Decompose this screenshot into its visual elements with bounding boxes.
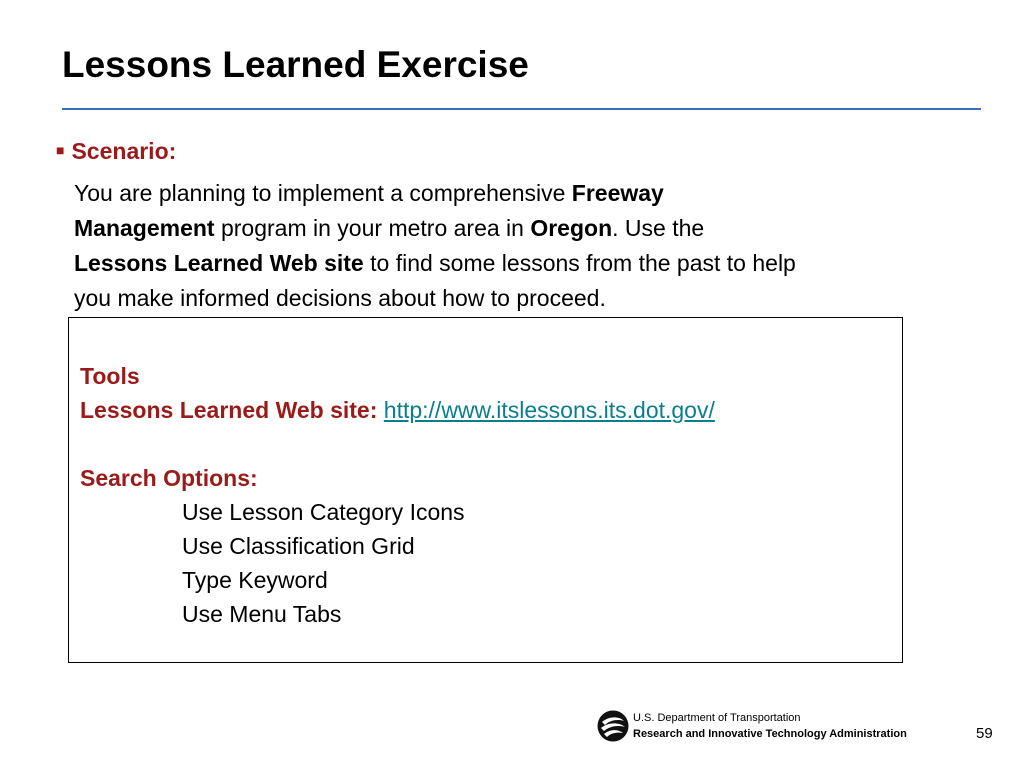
scenario-text: program in your metro area in: [214, 215, 531, 241]
scenario-paragraph: [74, 176, 979, 316]
slide-title: Lessons Learned Exercise: [62, 44, 529, 85]
scenario-bold-text: Oregon: [530, 215, 613, 241]
scenario-bold-text: Lessons Learned Web site: [74, 250, 364, 276]
page-number: 59: [976, 725, 993, 742]
search-option: Use Lesson Category Icons: [182, 499, 465, 525]
tools-content: [80, 359, 715, 631]
usdot-logo-icon: [597, 710, 629, 742]
scenario-text: You are planning to implement a comprehensive: [74, 180, 572, 206]
scenario-line: [74, 281, 979, 316]
search-option: Use Classification Grid: [182, 533, 415, 559]
spacer: [80, 427, 715, 461]
scenario-text: you make informed decisions about how to proceed.: [74, 285, 606, 311]
square-bullet-icon: ■: [56, 142, 65, 158]
title-divider: [62, 108, 981, 110]
scenario-line: [74, 176, 979, 211]
scenario-bold-text: Freeway: [571, 180, 664, 206]
scenario-bold-text: Management: [74, 215, 215, 241]
tools-box: [68, 317, 903, 663]
administration-name: Research and Innovative Technology Administration: [633, 728, 907, 740]
scenario-bullet: [56, 138, 176, 165]
tools-heading: Tools: [80, 363, 140, 389]
scenario-line: [74, 246, 979, 281]
department-name: U.S. Department of Transportation: [633, 712, 801, 724]
scenario-line: [74, 211, 979, 246]
scenario-heading: Scenario:: [71, 138, 177, 164]
scenario-text: to find some lessons from the past to help: [363, 250, 796, 276]
website-row: [80, 393, 715, 427]
search-option: Use Menu Tabs: [182, 601, 342, 627]
search-options-heading: Search Options:: [80, 465, 258, 491]
website-link[interactable]: http://www.itslessons.its.dot.gov/: [383, 397, 715, 423]
website-label: Lessons Learned Web site:: [80, 397, 378, 423]
search-option: Type Keyword: [182, 567, 328, 593]
scenario-text: . Use the: [612, 215, 705, 241]
